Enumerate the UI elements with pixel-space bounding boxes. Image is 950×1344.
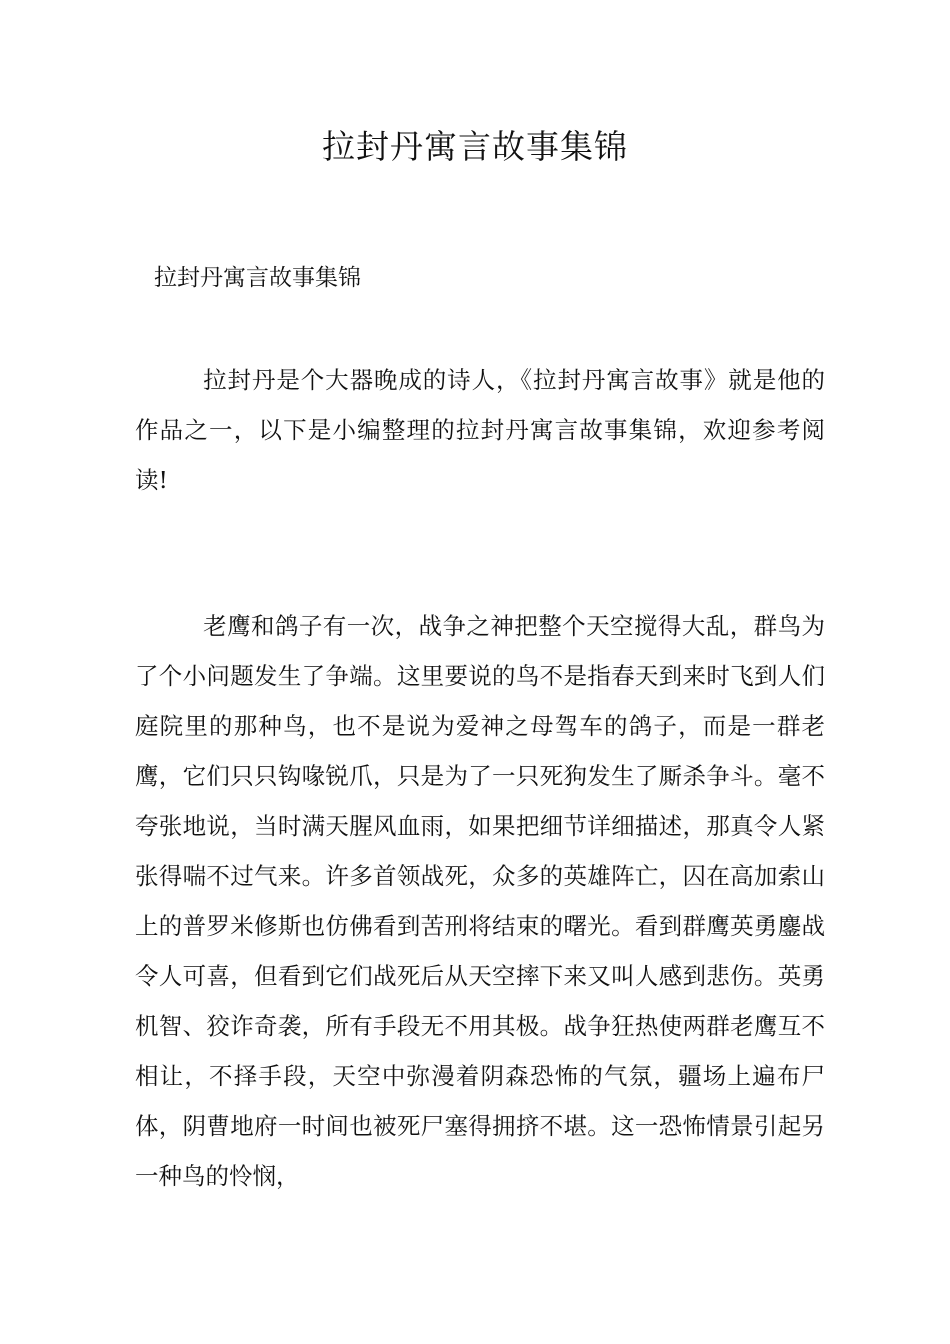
story-paragraph: 老鹰和鸽子有一次，战争之神把整个天空搅得大乱，群鸟为了个小问题发生了争端。这里要说的鸟不是指春天到来时飞到人们庭院里的那种鸟，也不是说为爱神之母驾车的鸽子，而是一群老鹰，它们只只钩喙锐爪，只是为了一只死狗发生了厮杀争斗。毫不夸张地说，当时满天腥风血雨，如果把细节详细描述，那真令人紧张得喘不过气来。许多首领战死，众多的英雄阵亡，囚在高加索山上的普罗米修斯也仿佛看到苦刑将结束的曙光。看到群鹰英勇鏖战令人可喜，但看到它们战死后从天空摔下来又叫人感到悲伤。英勇机智、狡诈奇袭，所有手段无不用其极。战争狂热使两群老鹰互不相让，不择手段，天空中弥漫着阴森恐怖的气氛，疆场上遍布尸体，阴曹地府一时间也被死尸塞得拥挤不堪。这一恐怖情景引起另一种鸟的怜悯， — [135, 612, 825, 1190]
document-subtitle: 拉封丹寓言故事集锦 — [154, 265, 361, 291]
intro-paragraph: 拉封丹是个大器晚成的诗人，《拉封丹寓言故事》就是他的作品之一，以下是小编整理的拉封丹寓言故事集锦，欢迎参考阅读! — [135, 366, 825, 494]
document-title: 拉封丹寓言故事集锦 — [322, 127, 628, 166]
